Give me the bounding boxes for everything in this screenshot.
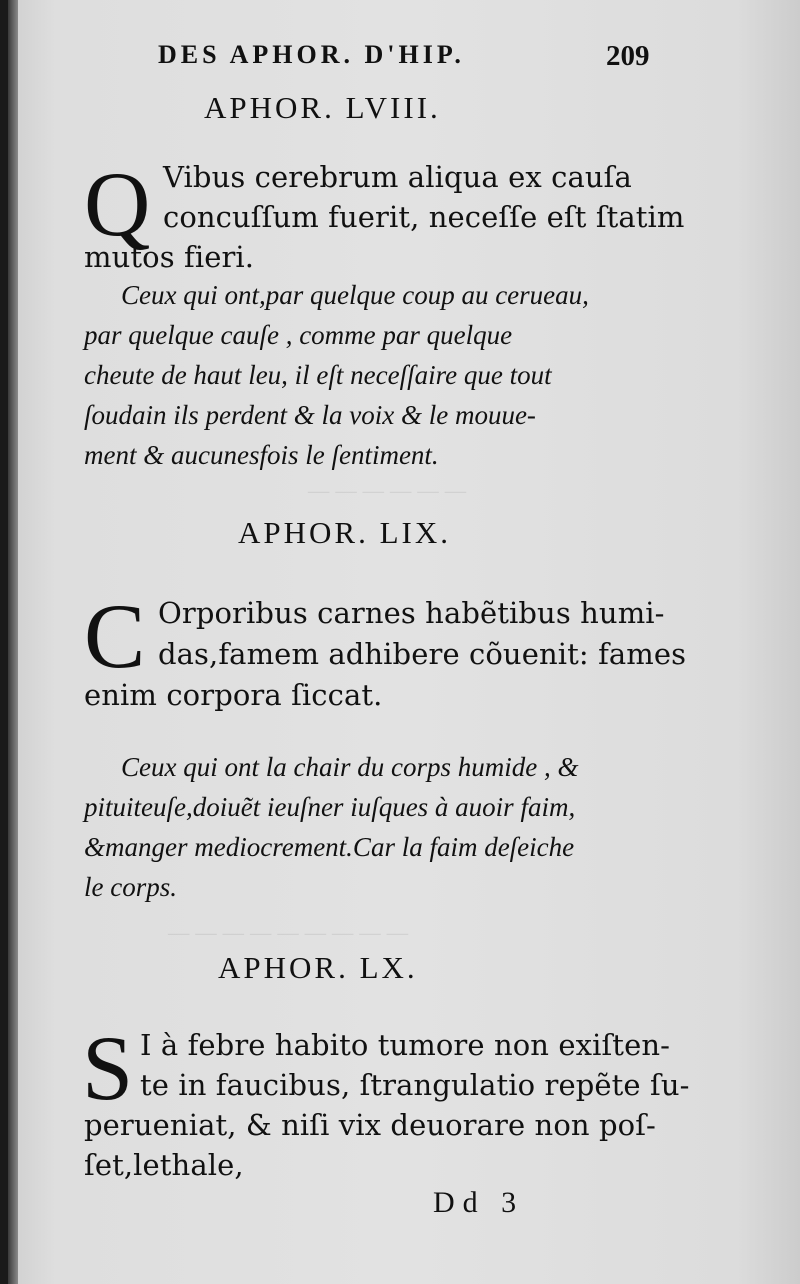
section-heading: APHOR. LX.: [218, 950, 418, 985]
latin-text-line: concuſſum fuerit, neceſſe eſt ſtatim: [163, 200, 685, 234]
french-translation-line: &manger mediocrement.Car la faim deſeiche: [84, 832, 575, 862]
bleed-through-text: — — — — — —: [308, 478, 467, 504]
bleed-through-text: — — — — — — — — —: [168, 920, 409, 946]
latin-text-line: enim corpora ſiccat.: [84, 678, 383, 712]
french-translation-line: ſoudain ils perdent & la voix & le mouue-: [84, 400, 536, 430]
drop-cap: S: [82, 1017, 134, 1119]
french-translation-line: pituiteuſe,doiuẽt ieuſner iuſques à auoir faim,: [84, 792, 576, 822]
latin-text-line: Orporibus carnes habẽtibus humi-: [158, 596, 665, 630]
page-number: 209: [606, 40, 650, 72]
latin-text-line: das,famem adhibere cõuenit: fames: [158, 637, 687, 671]
latin-text-line: te in faucibus, ſtrangulatio repẽte ſu-: [140, 1068, 690, 1102]
french-translation-line: ment & aucunesfois le ſentiment.: [84, 440, 439, 470]
french-translation-line: le corps.: [84, 872, 177, 902]
drop-cap: C: [84, 585, 146, 687]
french-translation-line: Ceux qui ont la chair du corps humide , &: [121, 752, 579, 782]
book-page: [8, 0, 800, 1284]
drop-cap: Q: [84, 153, 151, 255]
book-spine-edge: [8, 0, 18, 1284]
latin-text-line: ſet,lethale,: [84, 1148, 244, 1182]
running-head: DES APHOR. D'HIP.: [158, 40, 465, 69]
latin-text-line: mutos fieri.: [84, 240, 255, 274]
latin-text-line: perueniat, & niſi vix deuorare non poſ-: [84, 1108, 656, 1142]
section-heading: APHOR. LVIII.: [204, 90, 441, 125]
latin-text-line: Vibus cerebrum aliqua ex cauſa: [163, 160, 632, 194]
section-heading: APHOR. LIX.: [238, 515, 451, 550]
latin-text-line: I à febre habito tumore non exiſten-: [140, 1028, 671, 1062]
signature-mark: Dd 3: [433, 1186, 525, 1219]
french-translation-line: par quelque cauſe , comme par quelque: [84, 320, 513, 350]
french-translation-line: cheute de haut leu, il eſt neceſſaire que tout: [84, 360, 552, 390]
french-translation-line: Ceux qui ont,par quelque coup au cerueau,: [121, 280, 589, 310]
